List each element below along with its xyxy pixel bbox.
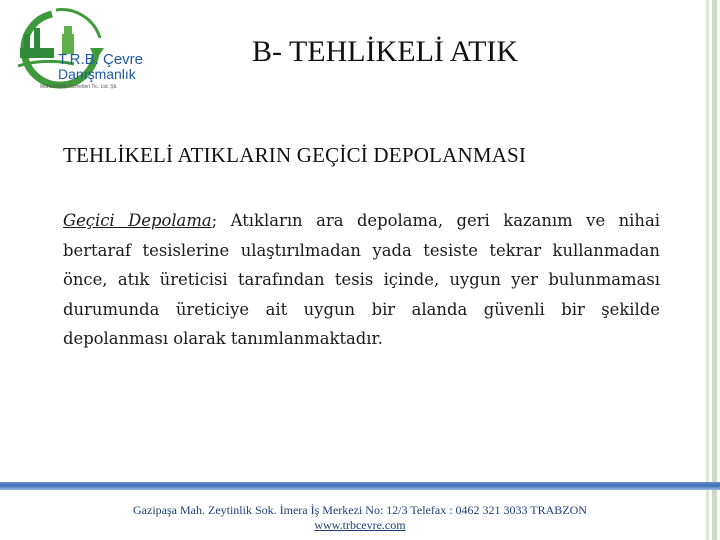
footer-website-link[interactable]: www.trbcevre.com — [314, 518, 406, 532]
logo-name: T.R.B. Çevre — [58, 51, 144, 68]
company-logo — [4, 4, 144, 92]
footer-address: Gazipaşa Mah. Zeytinlik Sok. İmera İş Merkezi No: 12/3 Telefax : 0462 321 3033 TRABZON — [133, 503, 587, 517]
definition-body: Atıkların ara depolama, geri kazanım ve nihai bertaraf tesislerine ulaştırılmadan yada tesiste tekrar kullanmadan önce, atık üreticisi tarafından tesis içinde, uygun yer bulunmaması durumunda üreticiye ait uygun bir alanda güvenli bir şekilde depolanması olarak tanımlanmaktadır. — [63, 211, 660, 348]
right-stripe — [712, 0, 717, 540]
section-subtitle: TEHLİKELİ ATIKLARIN GEÇİCİ DEPOLANMASI — [63, 143, 527, 167]
definition-term: Geçici Depolama — [63, 211, 212, 230]
footer-divider-bar — [0, 482, 720, 490]
definition-separator: ; — [211, 211, 231, 230]
right-stripe — [706, 0, 709, 540]
logo-tagline: Mühendislik Hizmetleri Tic. Ltd. Şti. — [40, 84, 118, 90]
right-decorative-bar — [703, 0, 720, 540]
page-title: B- TEHLİKELİ ATIK — [252, 35, 519, 68]
logo-subname: Danışmanlık — [58, 66, 136, 82]
definition-paragraph — [63, 206, 660, 354]
